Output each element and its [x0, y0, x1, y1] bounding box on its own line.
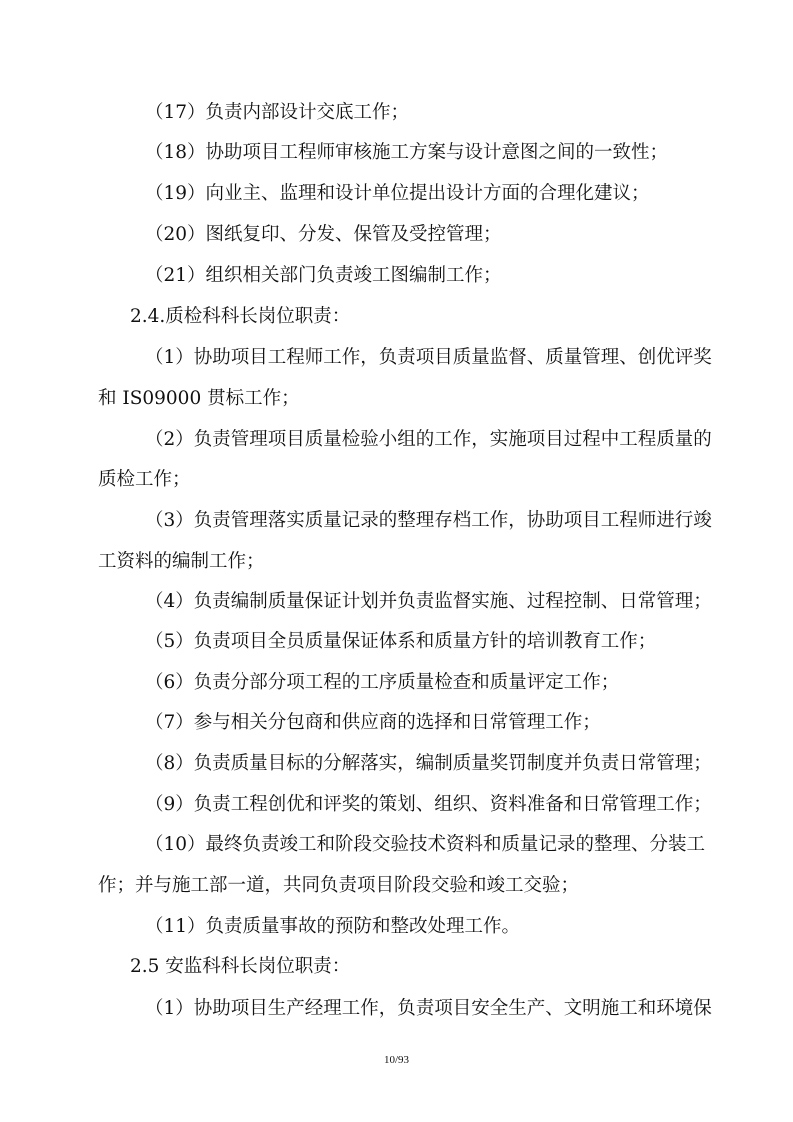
list-item: （7）参与相关分包商和供应商的选择和日常管理工作；: [145, 712, 601, 733]
list-item: （20）图纸复印、分发、保管及受控管理；: [145, 224, 502, 245]
list-item-continuation: 作；并与施工部一道，共同负责项目阶段交验和竣工交验；: [98, 875, 580, 896]
list-item: （5）负责项目全员质量保证体系和质量方针的培训教育工作；: [145, 631, 657, 652]
section-heading: 2.5 安监科科长岗位职责：: [130, 956, 351, 977]
section-heading: 2.4.质检科科长岗位职责：: [130, 306, 351, 327]
list-item: （17）负责内部设计交底工作；: [145, 102, 410, 123]
page-number: 10/93: [383, 1054, 410, 1066]
list-item: （11）负责质量事故的预防和整改处理工作。: [145, 916, 521, 937]
list-item-continuation: 工资料的编制工作；: [98, 551, 265, 572]
list-item: （4）负责编制质量保证计划并负责监督实施、过程控制、日常管理；: [145, 591, 712, 612]
list-item: （9）负责工程创优和评奖的策划、组织、资料准备和日常管理工作；: [145, 794, 712, 815]
list-item: （3）负责管理落实质量记录的整理存档工作，协助项目工程师进行竣: [145, 510, 712, 531]
list-item: （1）协助项目工程师工作，负责项目质量监督、质量管理、创优评奖: [145, 347, 712, 368]
list-item: （18）协助项目工程师审核施工方案与设计意图之间的一致性；: [145, 142, 669, 163]
list-item: （19）向业主、监理和设计单位提出设计方面的合理化建议；: [145, 183, 650, 204]
list-item: （6）负责分部分项工程的工序质量检查和质量评定工作；: [145, 672, 620, 693]
list-item-continuation: 质检工作；: [98, 469, 191, 490]
list-item: （21）组织相关部门负责竣工图编制工作；: [145, 265, 502, 286]
list-item: （8）负责质量目标的分解落实，编制质量奖罚制度并负责日常管理；: [145, 753, 712, 774]
list-item: （1）协助项目生产经理工作，负责项目安全生产、文明施工和环境保: [145, 998, 712, 1019]
list-item: （2）负责管理项目质量检验小组的工作，实施项目过程中工程质量的: [145, 429, 712, 450]
list-item: （10）最终负责竣工和阶段交验技术资料和质量记录的整理、分装工: [145, 834, 706, 855]
list-item-continuation: 和 IS09000 贯标工作；: [98, 388, 300, 409]
